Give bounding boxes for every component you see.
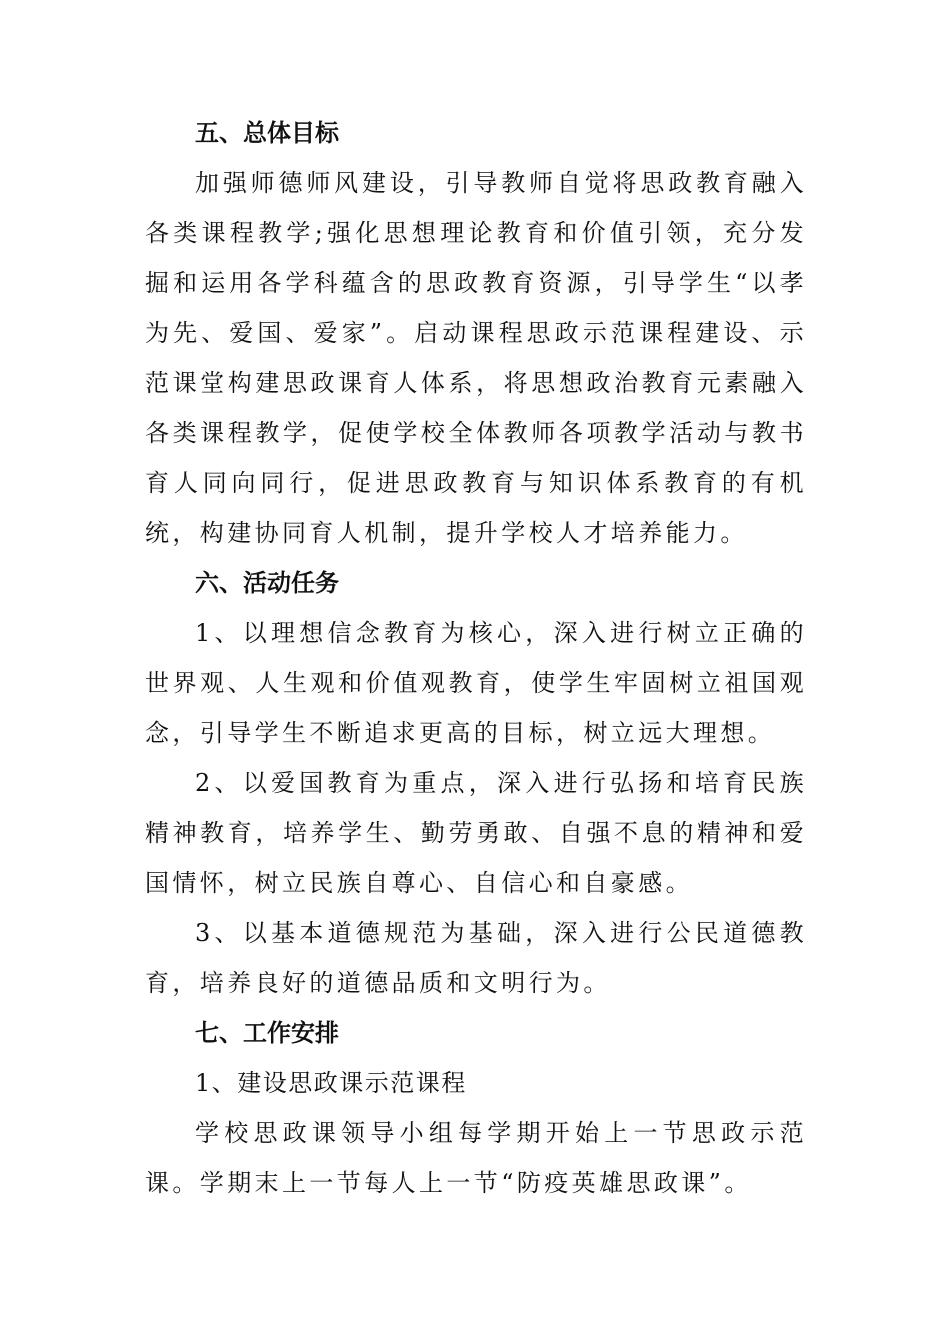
paragraph-task-2: 2、以爱国教育为重点，深入进行弘扬和培育民族精神教育，培养学生、勤劳勇敢、自强不息的精神和爱国情怀，树立民族自尊心、自信心和自豪感。 xyxy=(145,769,807,897)
section-heading-overall-goal: 五、总体目标 xyxy=(195,119,339,147)
section-heading-work-arrangement: 七、工作安排 xyxy=(195,1019,339,1047)
paragraph-overall-goal: 加强师德师风建设，引导教师自觉将思政教育融入各类课程教学;强化思想理论教育和价值引领，充分发掘和运用各学科蕴含的思政教育资源，引导学生“以孝为先、爱国、爱家”。启动课程思政示范课程建设、示范课堂构建思政课育人体系，将思想政治教育元素融入各类课程教学，促使学校全体教师各项教学活动与教书育人同向同行，促进思政教育与知识体系教育的有机统，构建协同育人机制，提升学校人才培养能力。 xyxy=(145,169,807,547)
paragraph-demo-course: 学校思政课领导小组每学期开始上一节思政示范课。学期末上一节每人上一节“防疫英雄思政课”。 xyxy=(145,1119,807,1197)
subheading-demo-course: 1、建设思政课示范课程 xyxy=(195,1069,467,1097)
paragraph-task-1: 1、以理想信念教育为核心，深入进行树立正确的世界观、人生观和价值观教育，使学生牢固树立祖国观念，引导学生不断追求更高的目标，树立远大理想。 xyxy=(145,619,807,747)
paragraph-task-3: 3、以基本道德规范为基础，深入进行公民道德教育，培养良好的道德品质和文明行为。 xyxy=(145,919,807,997)
section-heading-activity-tasks: 六、活动任务 xyxy=(195,569,339,597)
document-page xyxy=(145,108,807,1208)
